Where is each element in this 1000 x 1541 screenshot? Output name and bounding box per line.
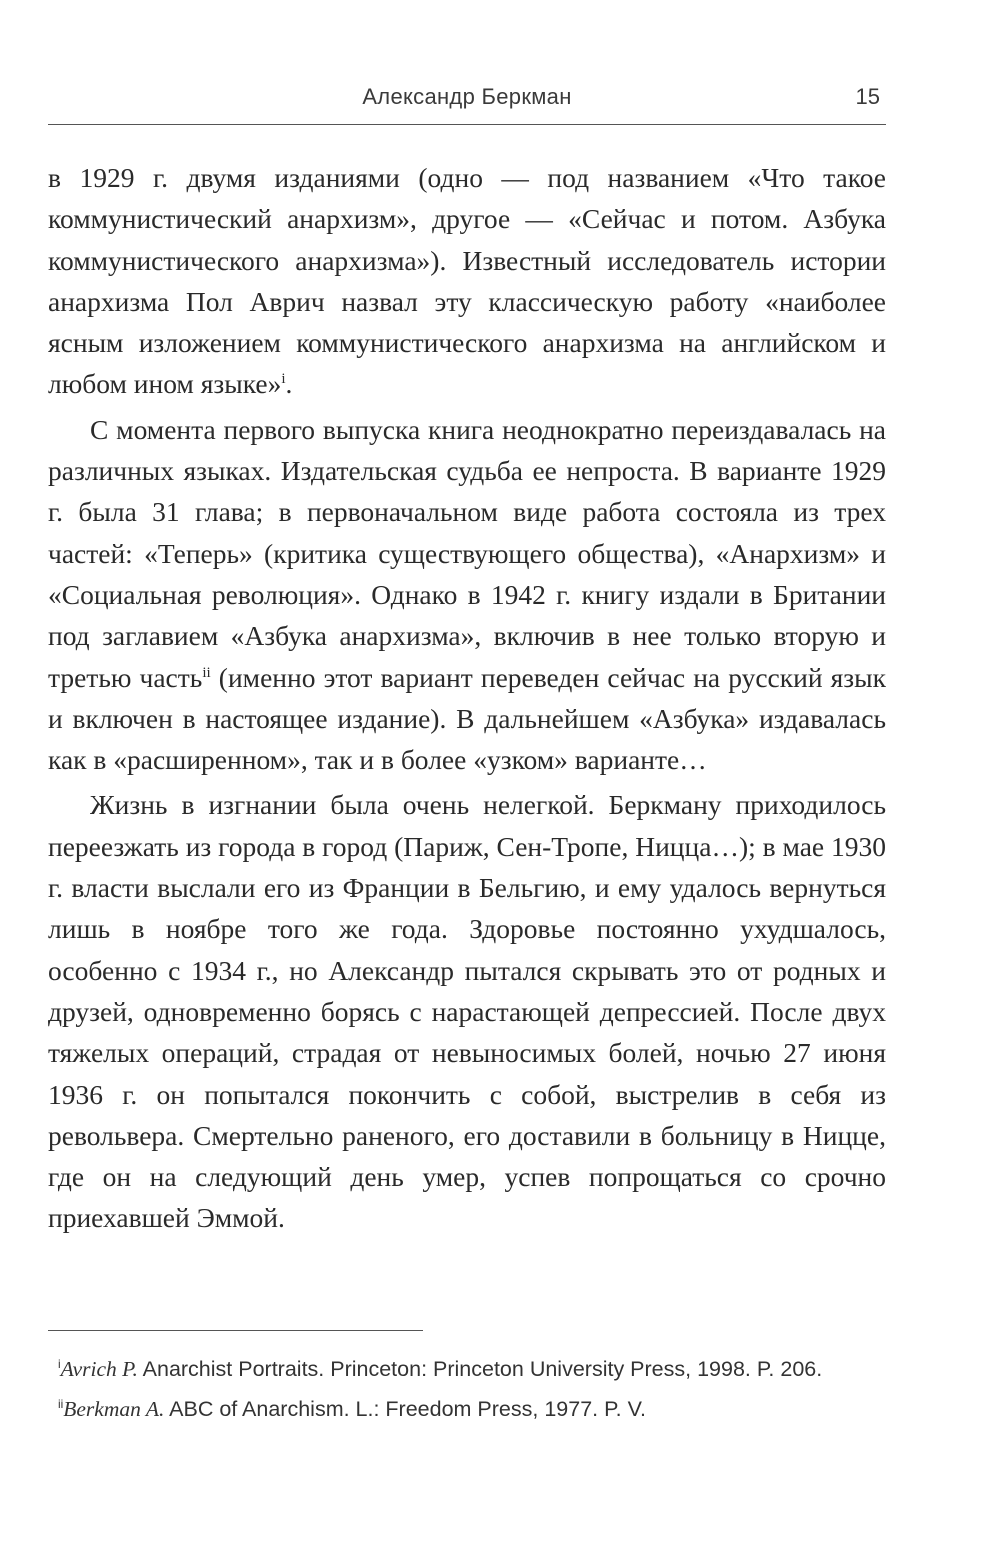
footnote-2: [48, 1392, 888, 1426]
running-header: [48, 84, 886, 124]
footnote-ref-i: i: [281, 371, 286, 388]
footnote-divider: [48, 1330, 423, 1331]
paragraph-1: [48, 157, 886, 405]
footnote-text: ABC of Anarchism. L.: Freedom Press, 1977. P. V.: [164, 1397, 646, 1421]
running-title: Александр Беркман: [362, 84, 572, 109]
paragraph-3: [48, 784, 886, 1238]
footnote-author: Berkman A.: [63, 1397, 165, 1421]
paragraph-2-text-before: С момента первого выпуска книга неоднократно переиздавалась на различных языках. Издательская судьба ее непроста. В варианте 1929 г. была 31 глава; в первоначальном виде работа состояла из трех частей: «Теперь» (критика существующего общества), «Анархизм» и «Социальная революция». Однако в 1942 г. книгу издали в Британии под заглавием «Азбука анархизма», включив в нее только вторую и третью часть: [48, 413, 886, 693]
paragraph-3-text: Жизнь в изгнании была очень нелегкой. Беркману приходилось переезжать из города в город (Париж, Сен-Тропе, Ницца…); в мае 1930 г. власти выслали его из Франции в Бельгию, и ему удалось вернуться лишь в ноябре того же года. Здоровье постоянно ухудшалось, особенно с 1934 г., но Александр пытался скрывать это от родных и друзей, одновременно борясь с нарастающей депрессией. После двух тяжелых операций, страдая от невыносимых болей, ночью 27 июня 1936 г. он попытался покончить с собой, выстрелив в себя из револьвера. Смертельно раненого, его доставили в больницу в Ницце, где он на следующий день умер, успев попрощаться со срочно приехавшей Эммой.: [48, 789, 886, 1234]
footnotes: [48, 1352, 888, 1432]
page-number: 15: [855, 84, 880, 109]
footnote-marker: ii: [58, 1396, 64, 1411]
paragraph-2: [48, 409, 886, 781]
main-text: [48, 157, 886, 1243]
footnote-1: [48, 1352, 888, 1386]
footnote-ref-ii: ii: [202, 664, 211, 681]
paragraph-2-text-after: (именно этот вариант переведен сейчас на русский язык и включен в настоящее издание). В дальнейшем «Азбука» издавалась как в «расширенном», так и в более «узком» варианте…: [48, 661, 887, 776]
paragraph-1-end: .: [285, 368, 293, 400]
header-divider: [48, 124, 886, 125]
footnote-author: Avrich P.: [60, 1357, 138, 1381]
paragraph-1-text: в 1929 г. двумя изданиями (одно — под названием «Что такое коммунистический анархизм», другое — «Сейчас и потом. Азбука коммунистического анархизма»). Известный исследователь истории анархизма Пол Аврич назвал эту классическую работу «наиболее ясным изложением коммунистического анархизма на английском и любом ином языке»: [48, 162, 886, 400]
footnote-text: Anarchist Portraits. Princeton: Princeton University Press, 1998. P. 206.: [137, 1357, 823, 1381]
footnote-marker: i: [58, 1356, 61, 1371]
